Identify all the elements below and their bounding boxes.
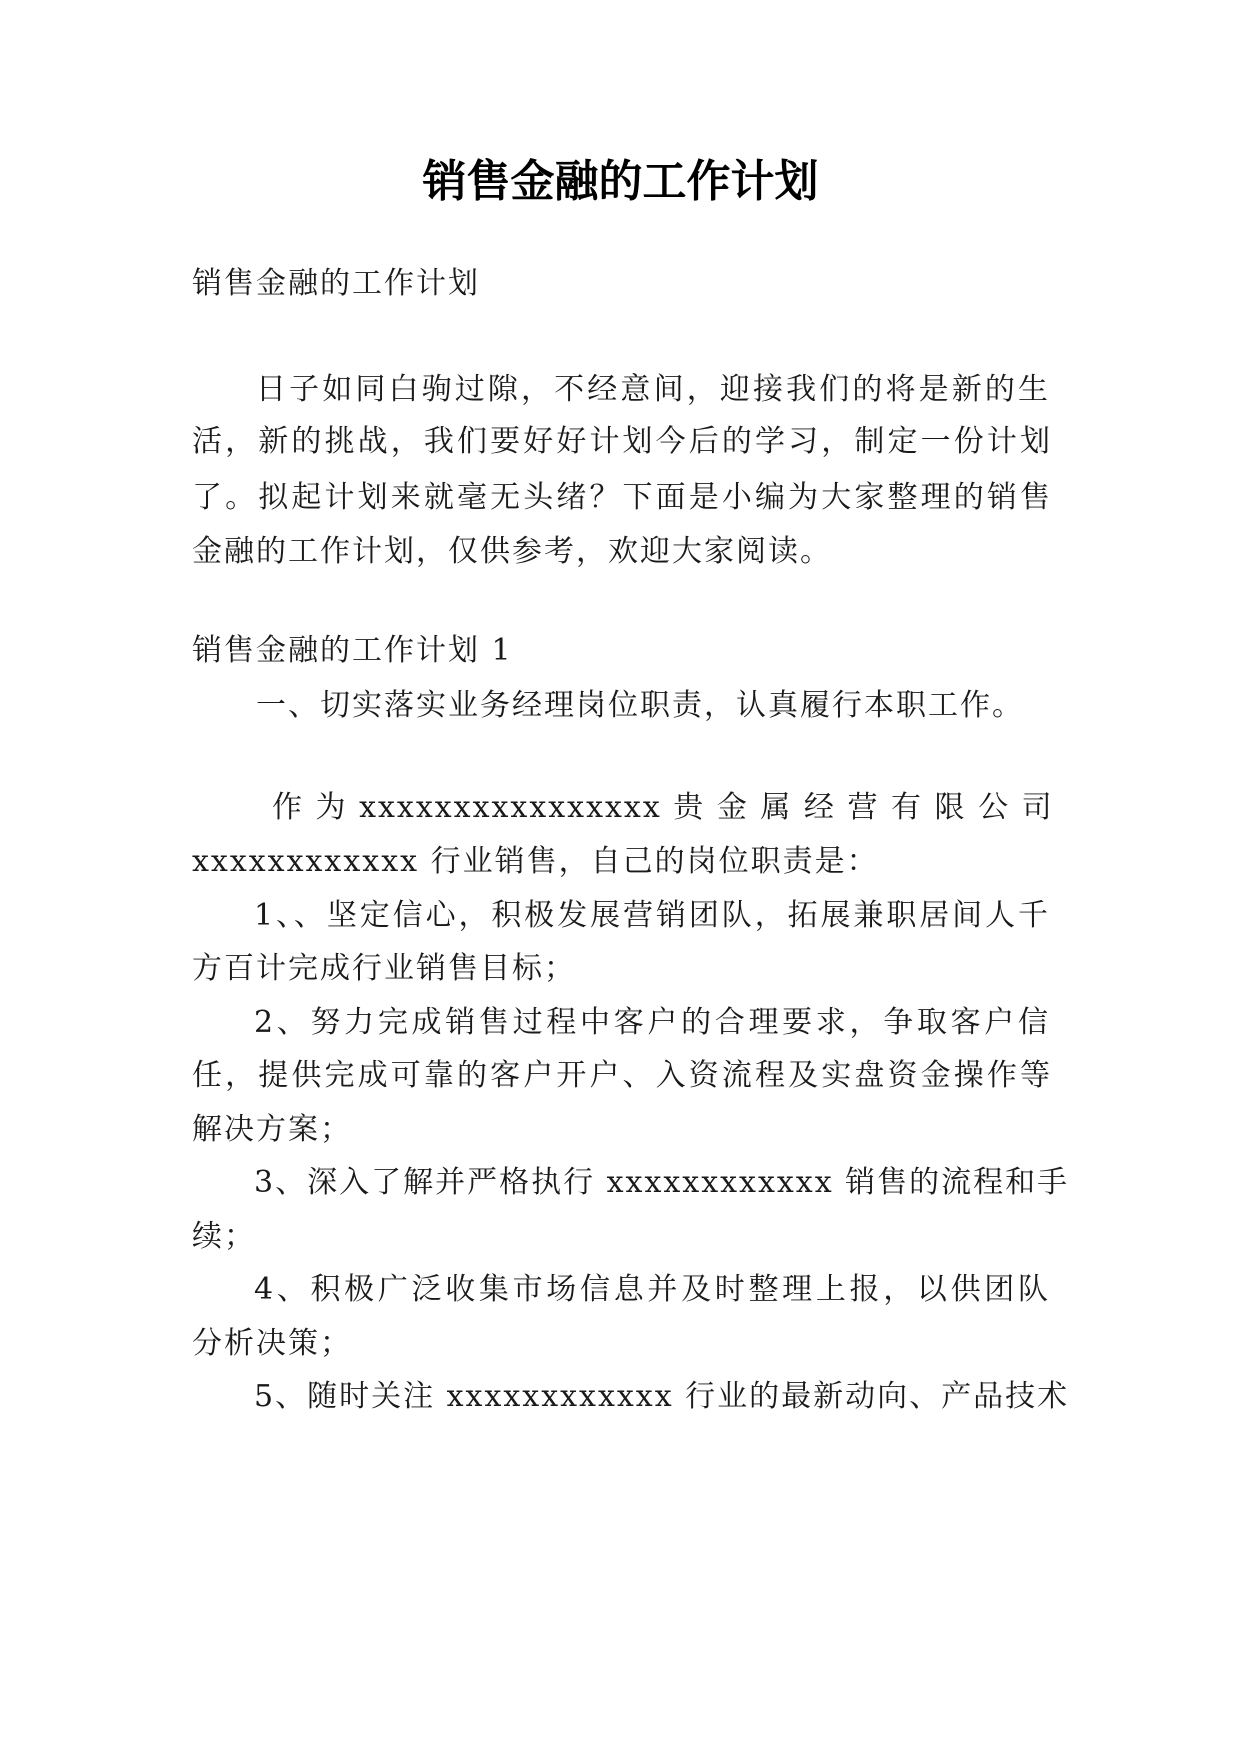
intro-line: 日子如同白驹过隙，不经意间，迎接我们的将是新的生 bbox=[256, 372, 1050, 407]
duty-line: 方百计完成行业销售目标； bbox=[192, 951, 576, 986]
duty-line: 任，提供完成可靠的客户开户、入资流程及实盘资金操作等 bbox=[192, 1058, 1052, 1093]
duty-line: 4、积极广泛收集市场信息并及时整理上报，以供团队 bbox=[254, 1272, 1050, 1307]
role-line: 作 为 xxxxxxxxxxxxxxxx 贵 金 属 经 营 有 限 公 司 bbox=[272, 790, 1054, 825]
duty-line: 续； bbox=[192, 1219, 256, 1254]
duty-line: 1、、坚定信心，积极发展营销团队，拓展兼职居间人千 bbox=[254, 898, 1050, 933]
duty-line: 分析决策； bbox=[192, 1326, 352, 1361]
section-heading: 一、切实落实业务经理岗位职责，认真履行本职工作。 bbox=[256, 688, 1024, 723]
role-line: xxxxxxxxxxxx 行业销售，自己的岗位职责是： bbox=[192, 844, 879, 879]
section-title: 销售金融的工作计划 1 bbox=[192, 633, 513, 668]
document-subtitle: 销售金融的工作计划 bbox=[192, 266, 480, 301]
intro-line: 金融的工作计划，仅供参考，欢迎大家阅读。 bbox=[192, 534, 832, 569]
duty-line: 5、随时关注 xxxxxxxxxxxx 行业的最新动向、产品技术 bbox=[254, 1379, 1070, 1414]
duty-line: 3、深入了解并严格执行 xxxxxxxxxxxx 销售的流程和手 bbox=[254, 1165, 1070, 1200]
duty-line: 解决方案； bbox=[192, 1112, 352, 1147]
intro-line: 了。拟起计划来就毫无头绪？下面是小编为大家整理的销售 bbox=[192, 480, 1052, 515]
duty-line: 2、努力完成销售过程中客户的合理要求，争取客户信 bbox=[254, 1005, 1050, 1040]
page-title: 销售金融的工作计划 bbox=[422, 156, 819, 207]
intro-line: 活，新的挑战，我们要好好计划今后的学习，制定一份计划 bbox=[192, 424, 1052, 459]
